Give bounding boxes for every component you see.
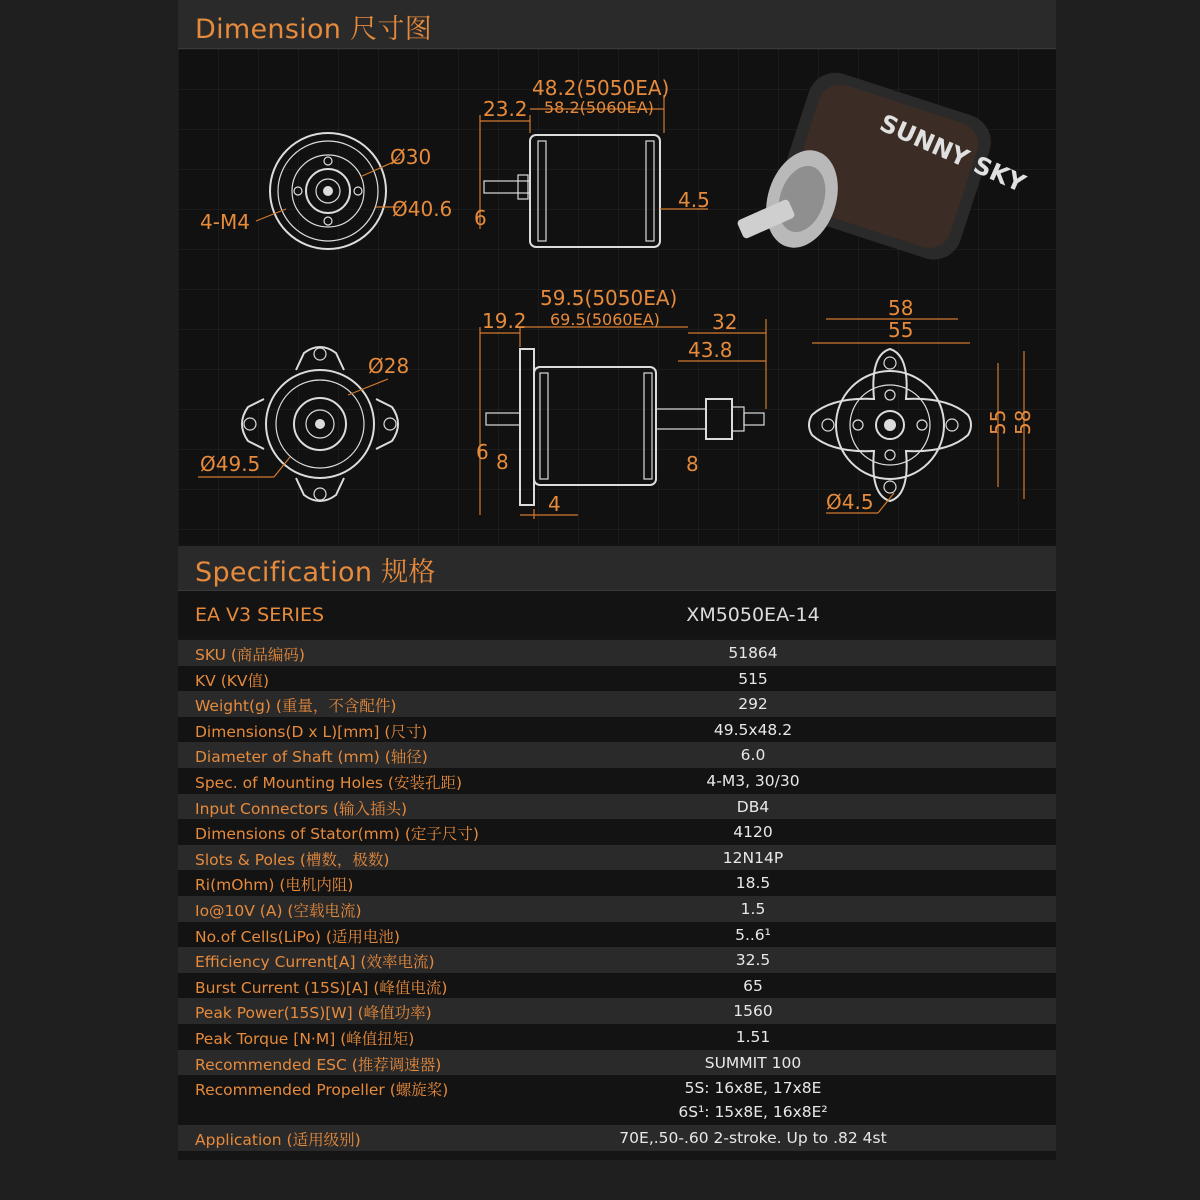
dim-d28: Ø28 [368, 354, 410, 378]
spec-title: Specification 规格 [195, 557, 436, 588]
dim-d4-5: Ø4.5 [826, 490, 874, 514]
spec-label: Weight(g) (重量，不含配件) [195, 697, 397, 716]
motor-photo [736, 65, 1030, 266]
spec-row [178, 870, 1056, 896]
spec-label: Application (适用级别) [195, 1131, 361, 1150]
spec-label: Recommended Propeller (螺旋桨) [195, 1081, 449, 1100]
spec-row [178, 922, 1056, 948]
spec-value: SUMMIT 100 [704, 1053, 802, 1072]
spec-value: 1.51 [735, 1027, 771, 1046]
spec-row [178, 947, 1056, 973]
spec-value: 32.5 [735, 951, 771, 970]
dim-d40-6: Ø40.6 [392, 197, 453, 221]
spec-value: 6.0 [740, 746, 766, 765]
dim-d49-5: Ø49.5 [200, 452, 261, 476]
spec-row [178, 819, 1056, 845]
dimension-svg [178, 49, 1056, 545]
spec-label: KV (KV值) [195, 671, 270, 690]
spec-row [178, 998, 1056, 1024]
spec-table [178, 640, 1056, 1151]
spec-value: 51864 [728, 644, 778, 662]
spec-header [178, 546, 1056, 591]
spec-label: Slots & Poles (槽数，极数) [195, 850, 390, 869]
spec-label: Efficiency Current[A] (效率电流) [195, 953, 435, 972]
spec-label: SKU (商品编码) [195, 646, 305, 664]
side-view-bottom [476, 286, 766, 519]
spec-label: Ri(mOhm) (电机内阻) [195, 876, 354, 895]
spec-value: 12N14P [722, 848, 784, 867]
spec-value: 49.5x48.2 [713, 720, 793, 739]
model-name: XM5050EA-14 [686, 604, 820, 626]
series-label: EA V3 SERIES [195, 604, 325, 626]
spec-value: 4120 [733, 823, 773, 842]
side-view-top [474, 76, 710, 247]
dim-side-4: 4 [548, 492, 561, 516]
spec-row [178, 1050, 1056, 1076]
rear-view-bottom [809, 296, 1035, 514]
dim-43-8: 43.8 [688, 338, 733, 362]
spec-row [178, 1024, 1056, 1050]
spec-value-second-line: 6S¹: 15x8E, 16x8E² [678, 1103, 828, 1122]
spec-row [178, 1125, 1056, 1151]
spec-row [178, 691, 1056, 717]
dim-4-m4: 4-M4 [200, 210, 250, 234]
series-row [178, 591, 1056, 637]
spec-value: 18.5 [735, 874, 771, 893]
dim-side-8b: 8 [686, 452, 699, 476]
spec-label: Peak Torque [N·M] (峰值扭矩) [195, 1029, 415, 1048]
spec-value: 1560 [733, 1002, 773, 1021]
spec-label: Io@10V (A) (空载电流) [195, 901, 362, 920]
dim-len-69-5: 69.5(5060EA) [550, 310, 660, 329]
spec-value: 515 [738, 669, 768, 688]
dim-shaft-len-19-2: 19.2 [482, 309, 527, 333]
spec-value: 4-M3, 30/30 [706, 771, 800, 790]
spec-value: DB4 [736, 797, 770, 816]
dim-side-6: 6 [476, 440, 489, 464]
spec-label: Input Connectors (输入插头) [195, 799, 408, 818]
spec-label: Diameter of Shaft (mm) (轴径) [195, 748, 428, 767]
spec-row [178, 845, 1056, 871]
dimension-drawing [178, 49, 1056, 545]
front-view-bottom [198, 347, 409, 501]
spec-label: Peak Power(15S)[W] (峰值功率) [195, 1004, 432, 1023]
spec-row [178, 1075, 1056, 1125]
dim-32: 32 [712, 310, 738, 334]
spec-sheet [178, 0, 1056, 1160]
dim-h58: 58 [1011, 409, 1035, 435]
spec-label: No.of Cells(LiPo) (适用电池) [195, 927, 400, 946]
dimension-title: Dimension 尺寸图 [195, 14, 432, 45]
spec-row [178, 768, 1056, 794]
dim-len-48-2: 48.2(5050EA) [532, 76, 670, 100]
dim-shaft-len-23-2: 23.2 [483, 97, 528, 121]
spec-label: Dimensions(D x L)[mm] (尺寸) [195, 722, 428, 741]
spec-label: Burst Current (15S)[A] (峰值电流) [195, 978, 448, 997]
spec-row [178, 742, 1056, 768]
spec-value: 70E,.50-.60 2-stroke. Up to .82 4st [619, 1129, 887, 1148]
spec-value: 5S: 16x8E, 17x8E [684, 1079, 822, 1098]
spec-value: 5..6¹ [735, 925, 771, 944]
spec-value: 292 [738, 695, 768, 714]
spec-row [178, 973, 1056, 999]
dim-w58: 58 [888, 296, 914, 320]
front-view-top [200, 133, 452, 249]
dim-side-8a: 8 [496, 450, 509, 474]
spec-row [178, 666, 1056, 692]
spec-row [178, 640, 1056, 666]
spec-label: Spec. of Mounting Holes (安装孔距) [195, 773, 463, 792]
spec-row [178, 794, 1056, 820]
spec-value: 65 [743, 976, 763, 995]
spec-label: Recommended ESC (推荐调速器) [195, 1055, 442, 1074]
dim-d30: Ø30 [390, 145, 432, 169]
dimension-header [178, 0, 1056, 49]
spec-row [178, 896, 1056, 922]
dim-w55: 55 [888, 318, 914, 342]
dim-len-59-5: 59.5(5050EA) [540, 286, 678, 310]
motor-brand-label: SUNNY SKY [875, 108, 1030, 198]
spec-value: 1.5 [740, 899, 766, 918]
dim-end-4-5: 4.5 [678, 188, 710, 212]
dim-len-58-2: 58.2(5060EA) [544, 98, 654, 117]
dim-shaft-6: 6 [474, 206, 487, 230]
spec-row [178, 717, 1056, 743]
spec-label: Dimensions of Stator(mm) (定子尺寸) [195, 825, 479, 844]
dim-h55: 55 [986, 409, 1010, 435]
